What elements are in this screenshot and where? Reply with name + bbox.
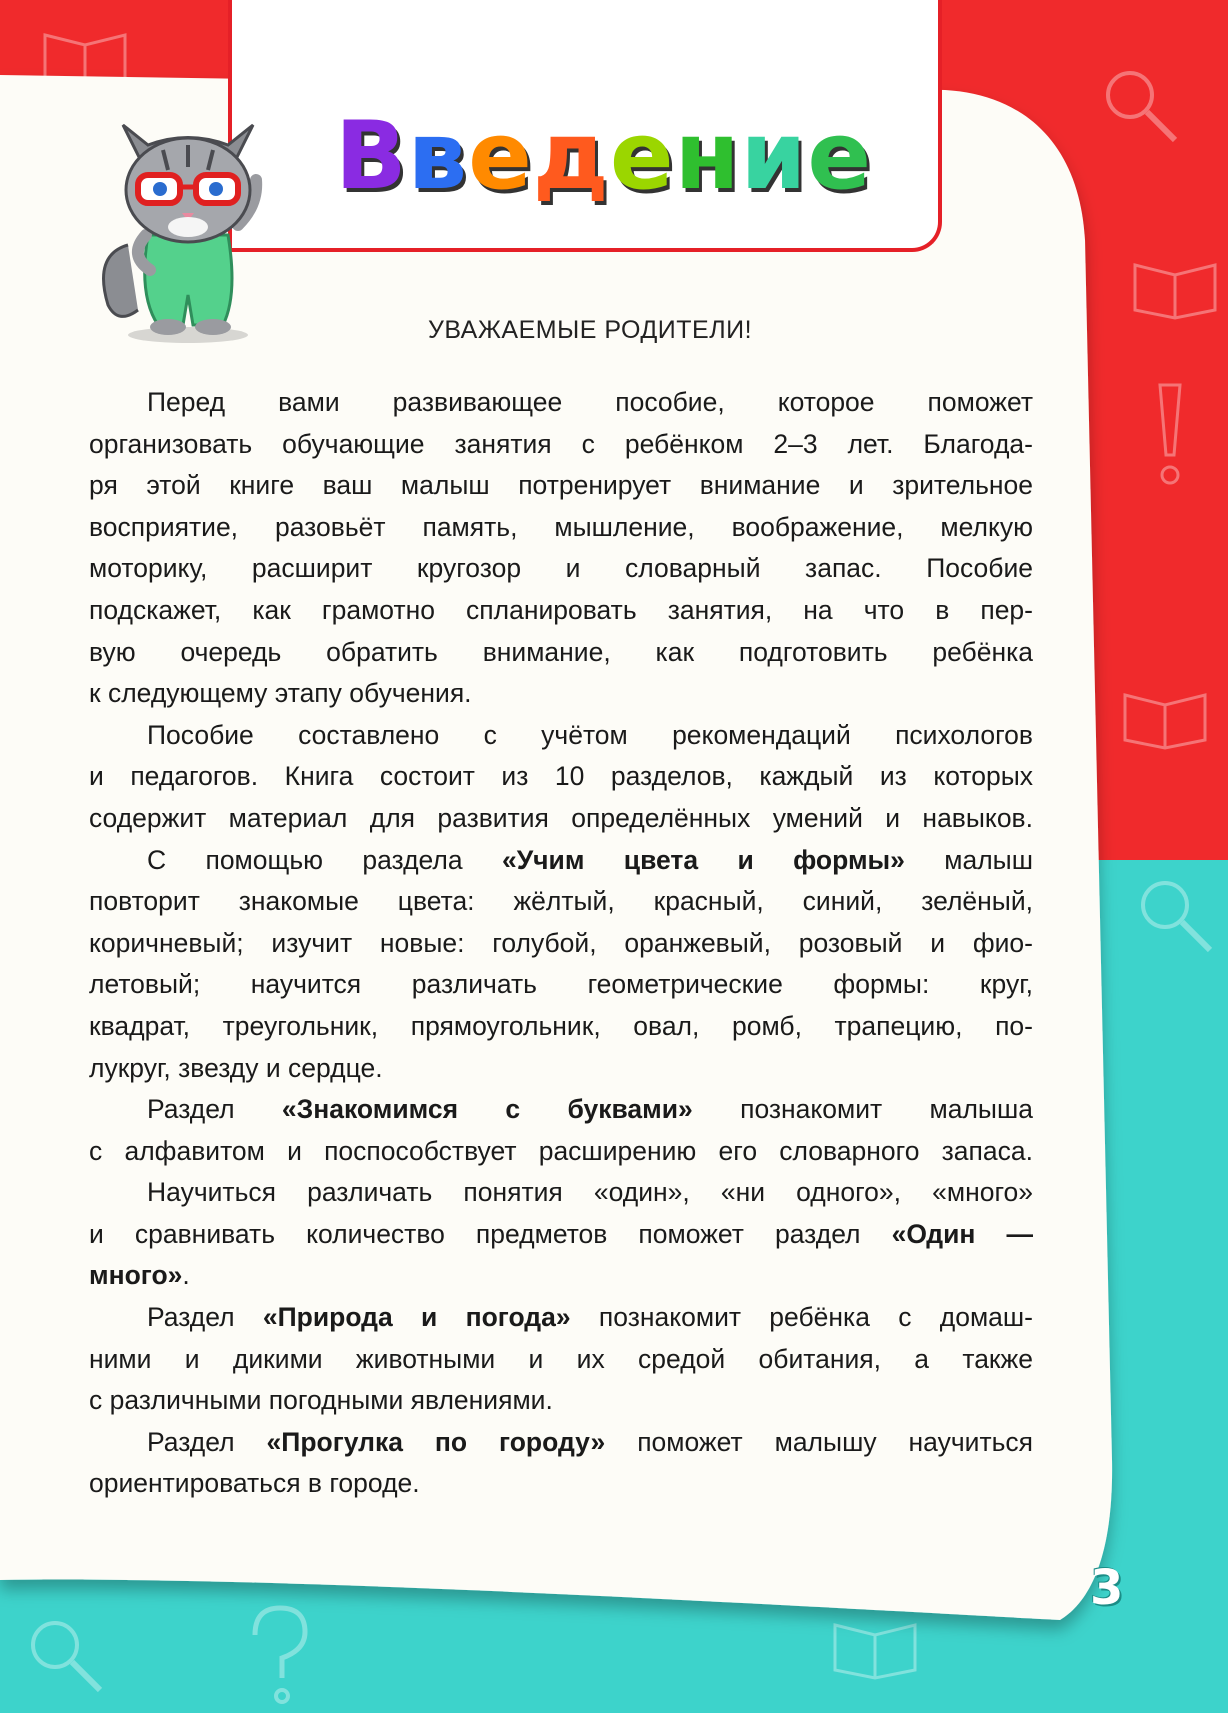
text-line: ря этой книге ваш малыш потренирует внимание и зрительное bbox=[89, 470, 1033, 501]
text-run: и сравнивать количество предметов поможет раздел bbox=[89, 1218, 861, 1249]
title-letter: е bbox=[807, 102, 873, 211]
text-line: Научиться различать понятия «один», «ни одного», «много» bbox=[147, 1177, 1033, 1208]
text-line bbox=[89, 1297, 1033, 1339]
text-line: ними и дикими животными и их средой обитания, а также bbox=[89, 1343, 1033, 1374]
cat-mascot-icon bbox=[88, 95, 288, 345]
text-run: С помощью раздела bbox=[147, 844, 463, 875]
section-title: «Один — bbox=[891, 1218, 1033, 1249]
text-run: . bbox=[182, 1260, 190, 1291]
text-line: содержит материал для развития определённых умений и навыков. bbox=[89, 802, 1033, 833]
section-title: «Природа и погода» bbox=[262, 1302, 571, 1333]
text-line bbox=[89, 1255, 1033, 1297]
text-line: восприятие, разовьёт память, мышление, воображение, мелкую bbox=[89, 511, 1033, 542]
section-title: «Прогулка по городу» bbox=[266, 1426, 606, 1457]
text-line: организовать обучающие занятия с ребёнком 2–3 лет. Благода- bbox=[89, 428, 1033, 459]
title-letter: в bbox=[407, 102, 469, 211]
section-title: «Учим цвета и формы» bbox=[501, 844, 905, 875]
text-run: Раздел bbox=[147, 1302, 235, 1333]
text-run: познакомит малыша bbox=[740, 1094, 1033, 1125]
text-run: поможет малышу научиться bbox=[637, 1426, 1033, 1457]
section-title: «Знакомимся с буквами» bbox=[281, 1094, 693, 1125]
title-letter: и bbox=[740, 102, 808, 211]
text-line: ориентироваться в городе. bbox=[89, 1468, 420, 1499]
text-line: и педагогов. Книга состоит из 10 разделов, каждый из которых bbox=[89, 761, 1033, 792]
page-title bbox=[335, 102, 873, 211]
text-line: квадрат, треугольник, прямоугольник, овал, ромб, трапецию, по- bbox=[89, 1010, 1033, 1041]
text-line bbox=[89, 1214, 1033, 1256]
text-run: познакомит ребёнка с домаш- bbox=[598, 1302, 1034, 1333]
title-letter: д bbox=[532, 102, 610, 211]
page-number: 3 bbox=[1090, 1560, 1124, 1616]
text-line: моторику, расширит кругозор и словарный запас. Пособие bbox=[89, 553, 1033, 584]
text-line: повторит знакомые цвета: жёлтый, красный, синий, зелёный, bbox=[89, 886, 1033, 917]
text-line: к следующему этапу обучения. bbox=[89, 678, 472, 709]
section-title: много» bbox=[89, 1260, 183, 1291]
text-line: лукруг, звезду и сердце. bbox=[89, 1052, 383, 1083]
title-letter: е bbox=[468, 102, 533, 211]
text-line bbox=[89, 1089, 1033, 1131]
text-line: летовый; научится различать геометрические формы: круг, bbox=[89, 969, 1033, 1000]
text-line: с различными погодными явлениями. bbox=[89, 1385, 553, 1416]
text-line: подскажет, как грамотно спланировать занятия, на что в пер- bbox=[89, 594, 1033, 625]
greeting-heading: УВАЖАЕМЫЕ РОДИТЕЛИ! bbox=[427, 316, 753, 344]
text-run: Раздел bbox=[147, 1426, 235, 1457]
text-run: малыш bbox=[944, 844, 1033, 875]
text-line: Перед вами развивающее пособие, которое поможет bbox=[147, 387, 1033, 417]
title-letter: В bbox=[335, 102, 408, 211]
text-line bbox=[89, 1422, 1033, 1464]
text-line: вую очередь обратить внимание, как подготовить ребёнка bbox=[89, 636, 1033, 667]
title-letter: е bbox=[609, 102, 675, 211]
text-line: коричневый; изучит новые: голубой, оранжевый, розовый и фио- bbox=[89, 927, 1033, 958]
body-text bbox=[89, 382, 1033, 1505]
text-line bbox=[89, 840, 1033, 882]
text-line: Пособие составлено с учётом рекомендаций психологов bbox=[147, 719, 1033, 750]
text-run: Раздел bbox=[147, 1094, 235, 1125]
title-letter: н bbox=[674, 102, 741, 211]
text-line: с алфавитом и поспособствует расширению его словарного запаса. bbox=[89, 1135, 1033, 1166]
